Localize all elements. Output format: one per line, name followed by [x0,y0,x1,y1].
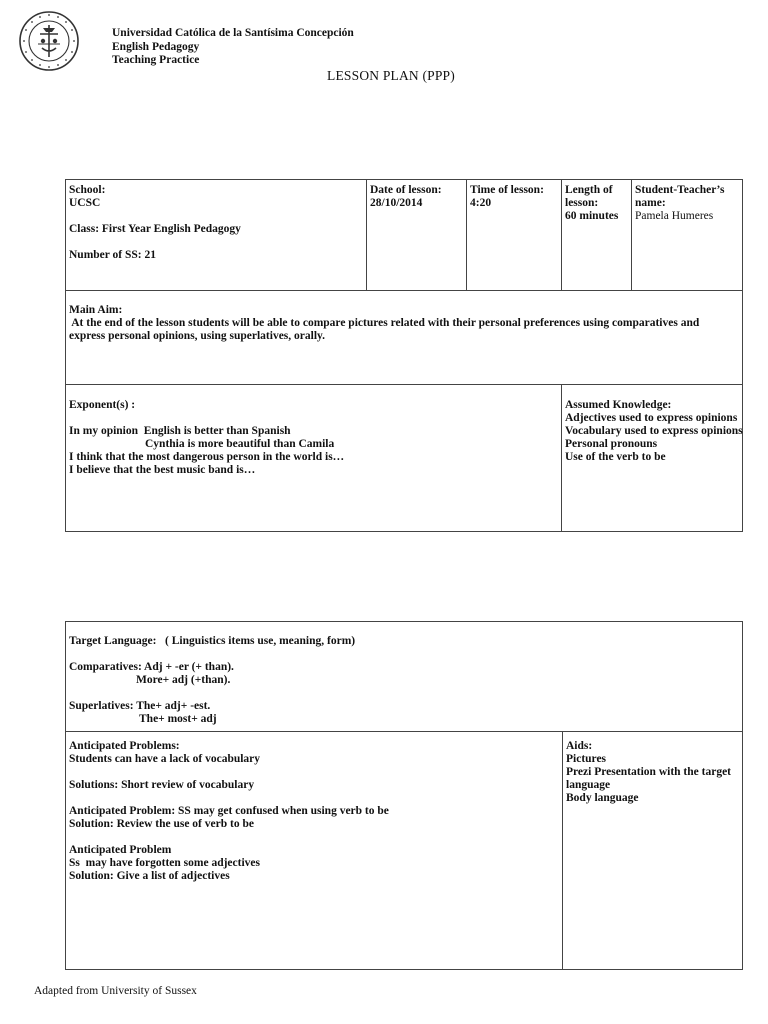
exponent-line: Cynthia is more beautiful than Camila [145,438,335,450]
assumed-knowledge-item: Vocabulary used to express opinions [565,425,743,437]
aids-cell [563,732,743,970]
assumed-knowledge-item: Adjectives used to express opinions [565,412,738,424]
class-text: Class: First Year English Pedagogy [69,223,241,235]
comparatives-line-2: More+ adj (+than). [136,674,231,686]
main-aim-line-2: express personal opinions, using superlatives, orally. [69,330,326,342]
length-label-2: lesson: [565,197,599,209]
teacher-label-1: Student-Teacher’s [635,184,725,196]
date-label: Date of lesson: [370,184,442,196]
anticipated-problems-cell [66,732,563,970]
teacher-label-2: name: [635,197,666,209]
exponent-line: In my opinion English is better than Spanish [69,425,291,437]
language-problems-table [65,621,743,970]
institution-name: Universidad Católica de la Santísima Concepción [112,27,354,39]
main-aim-line-1: At the end of the lesson students will be able to compare pictures related with their personal preferences using comparatives and [69,317,700,329]
time-cell [467,180,562,291]
problem-3: Ss may have forgotten some adjectives [69,857,260,869]
time-value: 4:20 [470,197,492,209]
aid-item: Body language [566,792,639,804]
superlatives-line-2: The+ most+ adj [139,713,217,725]
school-label: School: [69,184,106,196]
length-cell [562,180,632,291]
course-name: Teaching Practice [112,54,200,66]
teacher-cell [632,180,743,291]
anticipated-problems-label: Anticipated Problems: [69,740,180,752]
target-language-cell [66,622,743,732]
main-aim-cell [66,291,743,385]
aid-item: Pictures [566,753,607,765]
comparatives-line-1: Comparatives: Adj + -er (+ than). [69,661,234,673]
assumed-knowledge-item: Use of the verb to be [565,451,666,463]
date-value: 28/10/2014 [370,197,423,209]
aids-label: Aids: [566,740,593,752]
school-cell [66,180,367,291]
exponent-line: I believe that the best music band is… [69,464,256,476]
footer-note: Adapted from University of Sussex [34,985,197,997]
assumed-knowledge-item: Personal pronouns [565,438,658,450]
problem-1: Students can have a lack of vocabulary [69,753,261,765]
number-of-students: Number of SS: 21 [69,249,157,261]
problem-3-label: Anticipated Problem [69,844,172,856]
document-header [112,27,354,68]
school-value: UCSC [69,197,101,209]
university-seal-logo [18,8,80,74]
target-language-label: Target Language: ( Linguistics items use, meaning, form) [69,635,356,647]
exponents-label: Exponent(s) : [69,399,136,411]
length-label-1: Length of [565,184,613,196]
program-name: English Pedagogy [112,40,200,53]
problem-2: Anticipated Problem: SS may get confused when using verb to be [69,805,389,817]
lesson-info-table [65,179,743,532]
solution-3: Solution: Give a list of adjectives [69,870,230,882]
time-label: Time of lesson: [470,184,544,196]
exponent-line: I think that the most dangerous person in the world is… [69,451,345,463]
solution-1: Solutions: Short review of vocabulary [69,779,255,791]
main-aim-label: Main Aim: [69,304,123,316]
aid-item: Prezi Presentation with the target [566,766,731,778]
document-title: LESSON PLAN (PPP) [327,68,455,83]
length-value: 60 minutes [565,210,619,222]
assumed-knowledge-label: Assumed Knowledge: [565,399,672,411]
exponents-cell [66,385,562,532]
teacher-value: Pamela Humeres [635,210,714,222]
aid-item: language [566,779,611,791]
superlatives-line-1: Superlatives: The+ adj+ -est. [69,700,211,712]
date-cell [367,180,467,291]
solution-2: Solution: Review the use of verb to be [69,818,254,830]
assumed-knowledge-cell [562,385,743,532]
